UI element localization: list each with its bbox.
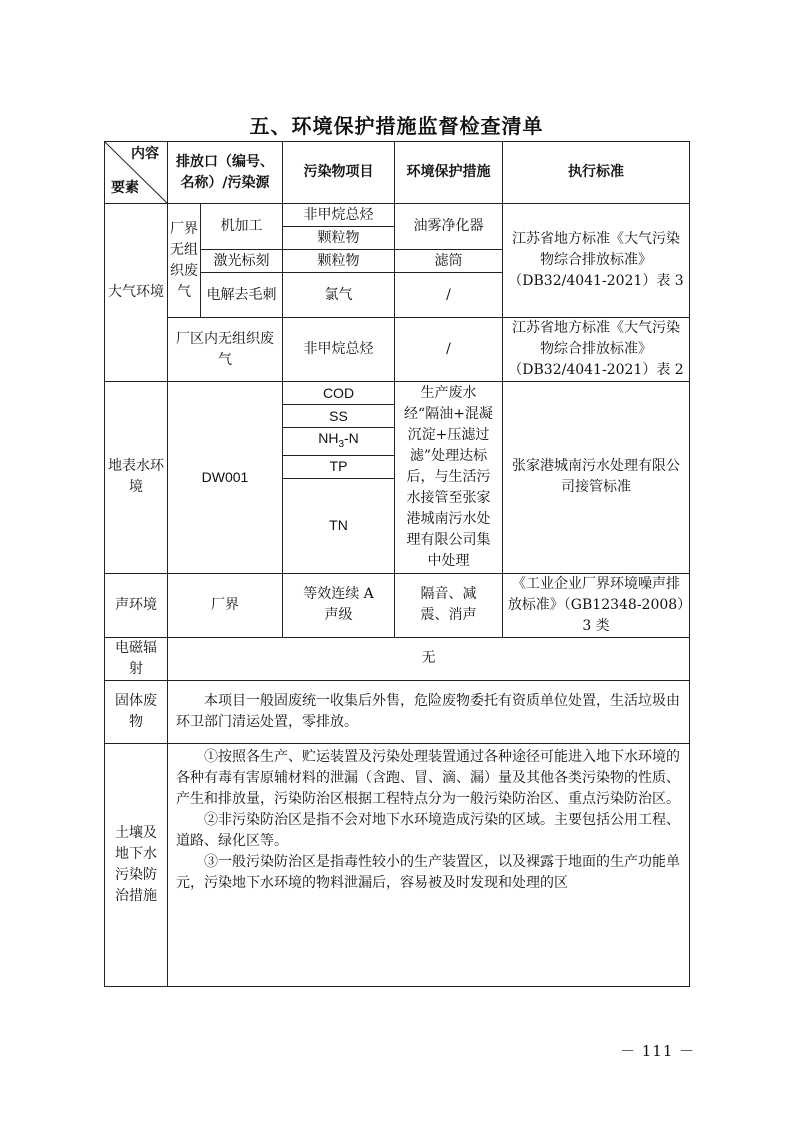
air-plant-fugitive: 厂区内无组织废气 (168, 318, 283, 382)
header-content-label: 内容 (131, 146, 159, 162)
table-header-row (105, 142, 690, 204)
water-nh3-sub: 3 (338, 438, 344, 450)
soil-content-cell (168, 743, 690, 986)
header-outlet: 排放口（编号、名称）/污染源 (168, 142, 283, 204)
air-measure-filter: 滤筒 (395, 250, 503, 273)
air-element: 大气环境 (105, 204, 168, 382)
header-element-label: 要素 (111, 180, 139, 196)
water-outlet: DW001 (168, 382, 283, 574)
water-pollutant-tp: TP (283, 455, 395, 478)
air-standard-table2: 江苏省地方标准《大气污染物综合排放标准》（DB32/4041-2021）表 2 (503, 318, 690, 382)
water-standard: 张家港城南污水处理有限公司接管标准 (503, 382, 690, 574)
soil-paragraph-3: ③一般污染防治区是指毒性较小的生产装置区，以及裸露于地面的生产功能单元，污染地下水环境的物料泄漏后，容易被及时发现和处理的区 (176, 853, 680, 891)
noise-source: 厂界 (168, 573, 283, 637)
noise-pollutant: 等效连续 A 声级 (283, 573, 395, 637)
air-source-laser: 激光标刻 (201, 250, 283, 273)
noise-element: 声环境 (105, 573, 168, 637)
water-element: 地表水环境 (105, 382, 168, 574)
water-nh3-tail: -N (344, 430, 359, 446)
soil-element: 土壤及地下水污染防治措施 (105, 743, 168, 986)
water-pollutant-ss: SS (283, 405, 395, 428)
air-pollutant-particles-laser: 颗粒物 (283, 250, 395, 273)
soil-paragraph-2: ②非污染防治区是指不会对地下水环境造成污染的区域。主要包括公用工程、道路、绿化区等。 (176, 811, 680, 849)
air-measure-none-plant: / (395, 318, 503, 382)
air-pollutant-chlorine: 氯气 (283, 273, 395, 318)
emr-content: 无 (168, 637, 690, 680)
water-pollutant-tn: TN (283, 478, 395, 573)
table-row (105, 382, 690, 405)
air-measure-none: / (395, 273, 503, 318)
solid-content: 本项目一般固废统一收集后外售，危险废物委托有资质单位处置，生活垃圾由环卫部门清运处置，零排放。 (176, 692, 680, 730)
water-pollutant-cod: COD (283, 382, 395, 405)
water-pollutant-nh3n (283, 428, 395, 456)
air-pollutant-nmhc-plant: 非甲烷总烃 (283, 318, 395, 382)
air-standard-table3: 江苏省地方标准《大气污染物综合排放标准》（DB32/4041-2021）表 3 (503, 204, 690, 318)
header-standard: 执行标准 (503, 142, 690, 204)
table-row (105, 573, 690, 637)
solid-content-cell (168, 680, 690, 743)
soil-paragraph-1: ①按照各生产、贮运装置及污染处理装置通过各种途径可能进入地下水环境的各种有毒有害原辅材料的泄漏（含跑、冒、滴、漏）量及其他各类污染物的性质、产生和排放量，污染防治区根据工程特点分为一般污染防治区、重点污染防治区。 (176, 748, 680, 807)
air-pollutant-particles: 颗粒物 (283, 227, 395, 250)
header-measure: 环境保护措施 (395, 142, 503, 204)
header-pollutant: 污染物项目 (283, 142, 395, 204)
table-row (105, 204, 690, 227)
air-source-electrolysis: 电解去毛刺 (201, 273, 283, 318)
inspection-table (104, 141, 690, 987)
air-source-machining: 机加工 (201, 204, 283, 250)
page-number: － 111 － (620, 1042, 696, 1060)
page-title: 五、环境保护措施监督检查清单 (249, 114, 544, 138)
water-measure: 生产废水经“隔油+混凝沉淀+压滤过滤”处理达标后，与生活污水接管至张家港城南污水处理有限公司集中处理 (395, 382, 503, 574)
water-nh3-base: NH (318, 430, 339, 446)
header-diagonal-cell (105, 142, 168, 204)
air-fugitive-label: 厂界无组织废气 (168, 204, 201, 318)
air-measure-oil-mist: 油雾净化器 (395, 204, 503, 250)
air-pollutant-nmhc: 非甲烷总烃 (283, 204, 395, 227)
table-row (105, 637, 690, 680)
table-row (105, 318, 690, 382)
noise-measure: 隔音、减震、消声 (395, 573, 503, 637)
table-row (105, 743, 690, 986)
emr-element: 电磁辐射 (105, 637, 168, 680)
table-row (105, 680, 690, 743)
solid-element: 固体废物 (105, 680, 168, 743)
noise-standard: 《工业企业厂界环境噪声排放标准》（GB12348-2008）3 类 (503, 573, 690, 637)
